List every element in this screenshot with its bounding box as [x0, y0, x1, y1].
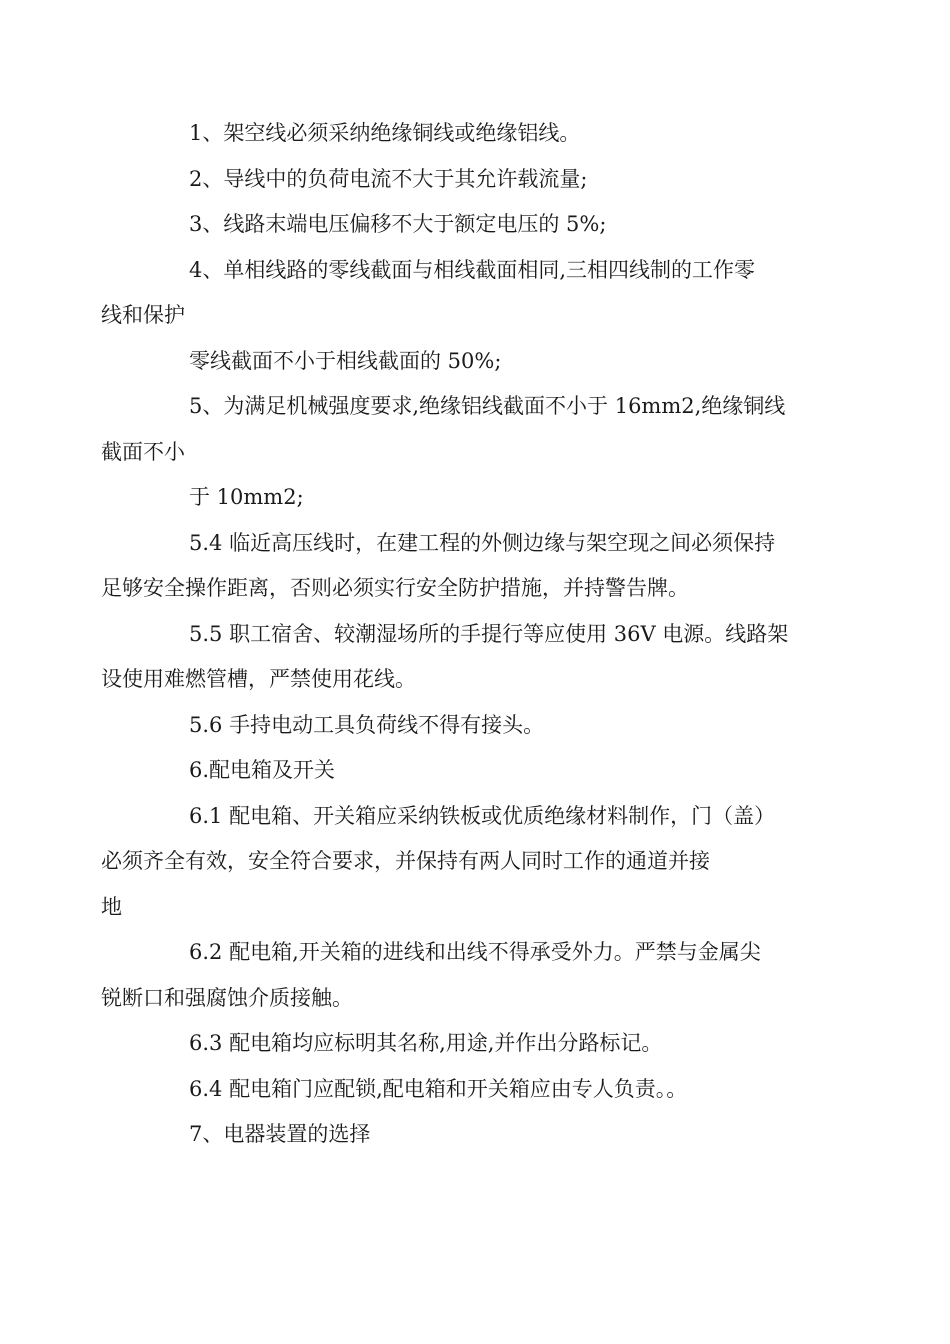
text-line: 线和保护: [101, 303, 185, 327]
text-line: 6.配电箱及开关: [189, 758, 336, 782]
text-line: 设使用难燃管槽，严禁使用花线。: [101, 667, 416, 691]
paragraph-12: [101, 794, 809, 931]
text-line: 锐断口和强腐蚀介质接触。: [101, 985, 353, 1010]
text-line: 地: [101, 894, 122, 919]
paragraph-14: [145, 1021, 809, 1067]
text-line: 6.1 配电箱、开关箱应采纳铁板或优质绝缘材料制作，门（盖）: [189, 803, 776, 828]
paragraph-9: [101, 612, 809, 703]
paragraph-1: [145, 111, 809, 157]
paragraph-15: [145, 1067, 809, 1113]
paragraph-3: [145, 202, 809, 248]
text-line: 5.6 手持电动工具负荷线不得有接头。: [189, 712, 545, 737]
document-body: [101, 111, 809, 1158]
text-line: 4、单相线路的零线截面与相线截面相同,三相四线制的工作零: [189, 257, 756, 282]
text-line: 5.4 临近高压线时，在建工程的外侧边缘与架空现之间必须保持: [189, 530, 776, 555]
text-line: 足够安全操作距离，否则必须实行安全防护措施，并持警告牌。: [101, 576, 689, 600]
text-line: 于 10mm2;: [189, 485, 304, 509]
text-line: 2、导线中的负荷电流不大于其允许载流量;: [189, 166, 588, 191]
text-line: 7、电器装置的选择: [189, 1122, 371, 1146]
text-line: 截面不小: [101, 439, 185, 464]
section-heading-7: [145, 1112, 809, 1158]
text-line: 必须齐全有效，安全符合要求，并保持有两人同时工作的通道并接: [101, 849, 710, 873]
text-line: 5.5 职工宿舍、较潮湿场所的手提行等应使用 36V 电源。线路架: [189, 621, 789, 646]
paragraph-10: [145, 703, 809, 749]
paragraph-4: [101, 248, 809, 339]
text-line: 3、线路末端电压偏移不大于额定电压的 5%;: [189, 212, 607, 236]
text-line: 6.3 配电箱均应标明其名称,用途,并作出分路标记。: [189, 1031, 663, 1055]
paragraph-13: [101, 930, 809, 1021]
text-line: 6.2 配电箱,开关箱的进线和出线不得承受外力。严禁与金属尖: [189, 940, 761, 964]
paragraph-8: [101, 521, 809, 612]
paragraph-2: [145, 157, 809, 203]
paragraph-7: [145, 475, 809, 521]
text-line: 零线截面不小于相线截面的 50%;: [189, 348, 502, 373]
text-line: 6.4 配电箱门应配锁,配电箱和开关箱应由专人负责。。: [189, 1076, 688, 1101]
paragraph-6: [101, 384, 809, 475]
paragraph-5: [145, 339, 809, 385]
text-line: 1、架空线必须采纳绝缘铜线或绝缘铝线。: [189, 121, 581, 145]
section-heading-6: [145, 748, 809, 794]
text-line: 5、为满足机械强度要求,绝缘铝线截面不小于 16mm2,绝缘铜线: [189, 394, 786, 418]
